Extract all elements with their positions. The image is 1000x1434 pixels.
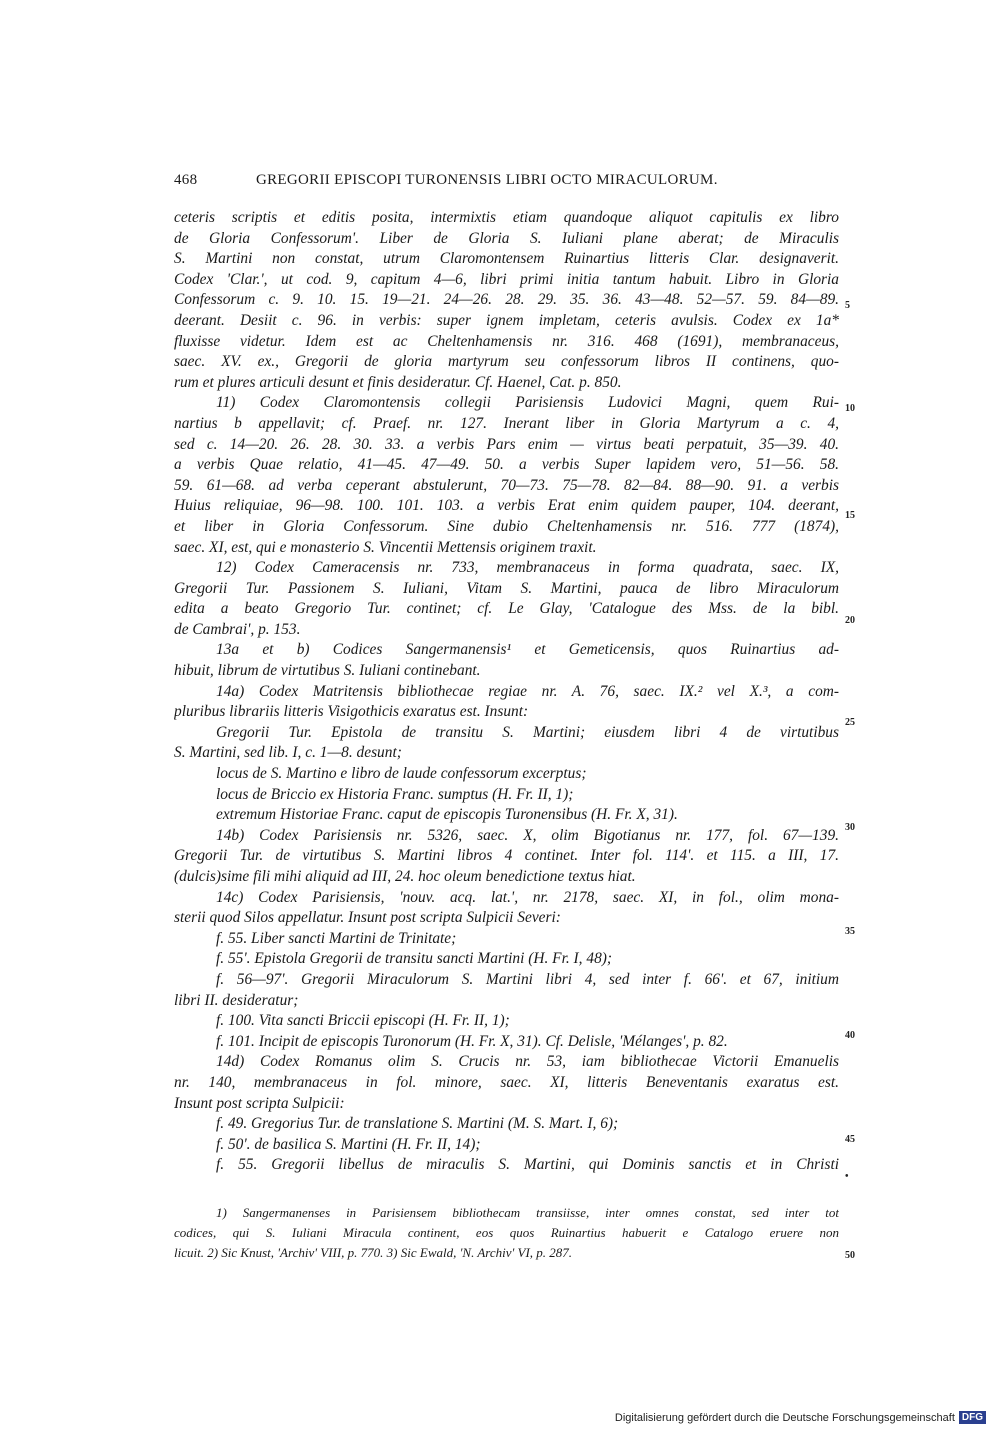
text-line: f. 55'. Epistola Gregorii de transitu sancti Martini (H. Fr. I, 48); <box>216 950 613 968</box>
text-line: de Gloria Confessorum'. Liber de Gloria S. Iuliani plane aberat; de Miraculis <box>174 229 839 247</box>
text-line: edita a beato Gregorio Tur. continet; cf. Le Glay, 'Catalogue des Mss. de la bibl. <box>174 600 839 618</box>
footnotes <box>174 1203 839 1263</box>
running-title: GREGORII EPISCOPI TURONENSIS LIBRI OCTO MIRACULORUM. <box>256 172 718 188</box>
text-line: extremum Historiae Franc. caput de episcopis Turonensibus (H. Fr. X, 31). <box>216 806 678 824</box>
text-line: S. Martini non constat, utrum Claromontensem Ruinartius litteris Clar. designaverit. <box>174 250 839 268</box>
text-line: saec. XI, est, qui e monasterio S. Vincentii Mettensis originem traxit. <box>174 538 597 556</box>
line-number-50: 50 <box>845 1250 855 1261</box>
text-line: Insunt post scripta Sulpicii: <box>174 1094 345 1112</box>
text-line: f. 50'. de basilica S. Martini (H. Fr. II, 14); <box>216 1135 481 1153</box>
text-line: (dulcis)sime fili mihi aliquid ad III, 24. hoc oleum benedictione textus hiat. <box>174 868 636 885</box>
text-line: f. 55. Gregorii libellus de miraculis S. Martini, qui Dominis sanctis et in Christi <box>216 1156 839 1174</box>
digitization-credit <box>615 1411 986 1424</box>
text-line: 14a) Codex Matritensis bibliothecae regiae nr. A. 76, saec. IX.² vel X.³, a com- <box>216 682 839 700</box>
text-line: nartius b appellavit; cf. Praef. nr. 127. Inerant liber in Gloria Martyrum a c. 4, <box>174 414 839 432</box>
line-number-5: 5 <box>845 300 850 311</box>
text-line: locus de S. Martino e libro de laude confessorum excerptus; <box>216 765 587 783</box>
footnote-line: 1) Sangermanenses in Parisiensem bibliothecam transiisse, inter omnes constat, sed inter tot <box>216 1205 839 1220</box>
text-line: 13a et b) Codices Sangermanensis¹ et Gemeticensis, quos Ruinartius ad- <box>216 641 839 659</box>
text-line: rum et plures articuli desunt et finis desideratur. Cf. Haenel, Cat. p. 850. <box>174 373 622 391</box>
text-line: pluribus librariis litteris Visigothicis exaratus est. Insunt: <box>174 703 529 721</box>
text-line: f. 101. Incipit de episcopis Turonorum (H. Fr. X, 31). Cf. Delisle, 'Mélanges', p. 82. <box>216 1032 728 1050</box>
text-line: 14d) Codex Romanus olim S. Crucis nr. 53, iam bibliothecae Victorii Emanuelis <box>216 1053 839 1071</box>
text-line: Codex 'Clar.', ut cod. 9, capitum 4—6, libri primi initia tantum habuit. Libro in Gloria <box>174 270 839 288</box>
text-line: f. 49. Gregorius Tur. de translatione S. Martini (M. S. Mart. I, 6); <box>216 1115 619 1133</box>
line-number-10: 10 <box>845 403 855 414</box>
text-line: Gregorii Tur. de virtutibus S. Martini libros 4 continet. Inter fol. 114'. et 115. a III, 17. <box>174 847 839 865</box>
text-line: saec. XV. ex., Gregorii de gloria martyrum seu confessorum libros II continens, quo- <box>174 353 839 371</box>
digitization-note: Digitalisierung gefördert durch die Deutsche Forschungsgemeinschaft <box>614 1411 955 1424</box>
text-line: Gregorii Tur. Passionem S. Iuliani, Vitam S. Martini, pauca de libro Miraculorum <box>174 579 839 597</box>
text-line: f. 55. Liber sancti Martini de Trinitate; <box>216 929 457 947</box>
text-line: S. Martini, sed lib. I, c. 1—8. desunt; <box>174 744 402 762</box>
line-number-25: 25 <box>845 717 855 728</box>
text-line: 11) Codex Claromontensis collegii Parisiensis Ludovici Magni, quem Rui- <box>216 394 839 412</box>
text-line: locus de Briccio ex Historia Franc. sumptus (H. Fr. II, 1); <box>216 785 574 803</box>
text-line: f. 56—97'. Gregorii Miraculorum S. Martini libri 4, sed inter f. 66'. et 67, initium <box>216 970 839 988</box>
line-marker-dot: • <box>845 1171 849 1182</box>
text-line: 14c) Codex Parisiensis, 'nouv. acq. lat.', nr. 2178, saec. XI, in fol., olim mona- <box>216 888 839 906</box>
text-line: ceteris scriptis et editis posita, intermixtis etiam quandoque aliquot capitulis ex libro <box>174 209 839 226</box>
page-number: 468 <box>174 172 198 188</box>
footnote-line: codices, qui S. Iuliani Miracula continent, eos quos Ruinartius habuerit e Catalogo eruere non <box>174 1225 839 1240</box>
text-line: deerant. Desiit c. 96. in verbis: super ignem impletam, ceteris avulsis. Codex ex 1a* <box>174 311 839 329</box>
text-line: fluxisse videtur. Idem est ac Cheltenhamensis nr. 316. 468 (1691), membranaceus, <box>174 332 839 350</box>
text-line: de Cambrai', p. 153. <box>174 620 301 638</box>
text-line: a verbis Quae relatio, 41—45. 47—49. 50. a verbis Super lapidem vero, 51—56. 58. <box>174 456 839 474</box>
text-line: et liber in Gloria Confessorum. Sine dubio Cheltenhamensis nr. 516. 777 (1874), <box>174 517 839 535</box>
text-line: Huius reliquiae, 96—98. 100. 101. 103. a verbis Erat enim quidem pauper, 104. deerant, <box>174 497 839 515</box>
text-line: 12) Codex Cameracensis nr. 733, membranaceus in forma quadrata, saec. IX, <box>216 559 839 577</box>
text-line: sed c. 14—20. 26. 28. 30. 33. a verbis Pars enim — virtus beati perpatuit, 35—39. 40. <box>174 435 839 453</box>
text-line: libri II. desideratur; <box>174 991 299 1009</box>
text-line: sterii quod Silos appellatur. Insunt post scripta Sulpicii Severi: <box>174 909 561 927</box>
text-line: hibuit, librum de virtutibus S. Iuliani continebant. <box>174 662 481 680</box>
dfg-logo: DFG <box>959 1411 986 1424</box>
line-number-40: 40 <box>845 1030 855 1041</box>
text-line: 59. 61—68. ad verba ceperant abstulerunt, 70—73. 75—78. 82—84. 88—90. 91. a verbis <box>174 476 839 494</box>
text-line: f. 100. Vita sancti Briccii episcopi (H. Fr. II, 1); <box>216 1012 510 1030</box>
line-number-35: 35 <box>845 926 855 937</box>
running-header <box>174 172 840 194</box>
text-line: Confessorum c. 9. 10. 15. 19—21. 24—26. 28. 29. 35. 36. 43—48. 52—57. 59. 84—89. <box>174 291 839 309</box>
text-line: 14b) Codex Parisiensis nr. 5326, saec. X, olim Bigotianus nr. 177, fol. 67—139. <box>216 826 839 844</box>
main-text <box>174 208 839 1176</box>
line-number-30: 30 <box>845 822 855 833</box>
footnote-line: licuit. 2) Sic Knust, 'Archiv' VIII, p. 770. 3) Sic Ewald, 'N. Archiv' VI, p. 287. <box>174 1245 573 1260</box>
text-line: Gregorii Tur. Epistola de transitu S. Martini; eiusdem libri 4 de virtutibus <box>216 723 839 741</box>
line-number-20: 20 <box>845 615 855 626</box>
line-number-45: 45 <box>845 1134 855 1145</box>
text-line: nr. 140, membranaceus in fol. minore, saec. XI, litteris Beneventanis exaratus est. <box>174 1073 839 1091</box>
line-number-15: 15 <box>845 510 855 521</box>
